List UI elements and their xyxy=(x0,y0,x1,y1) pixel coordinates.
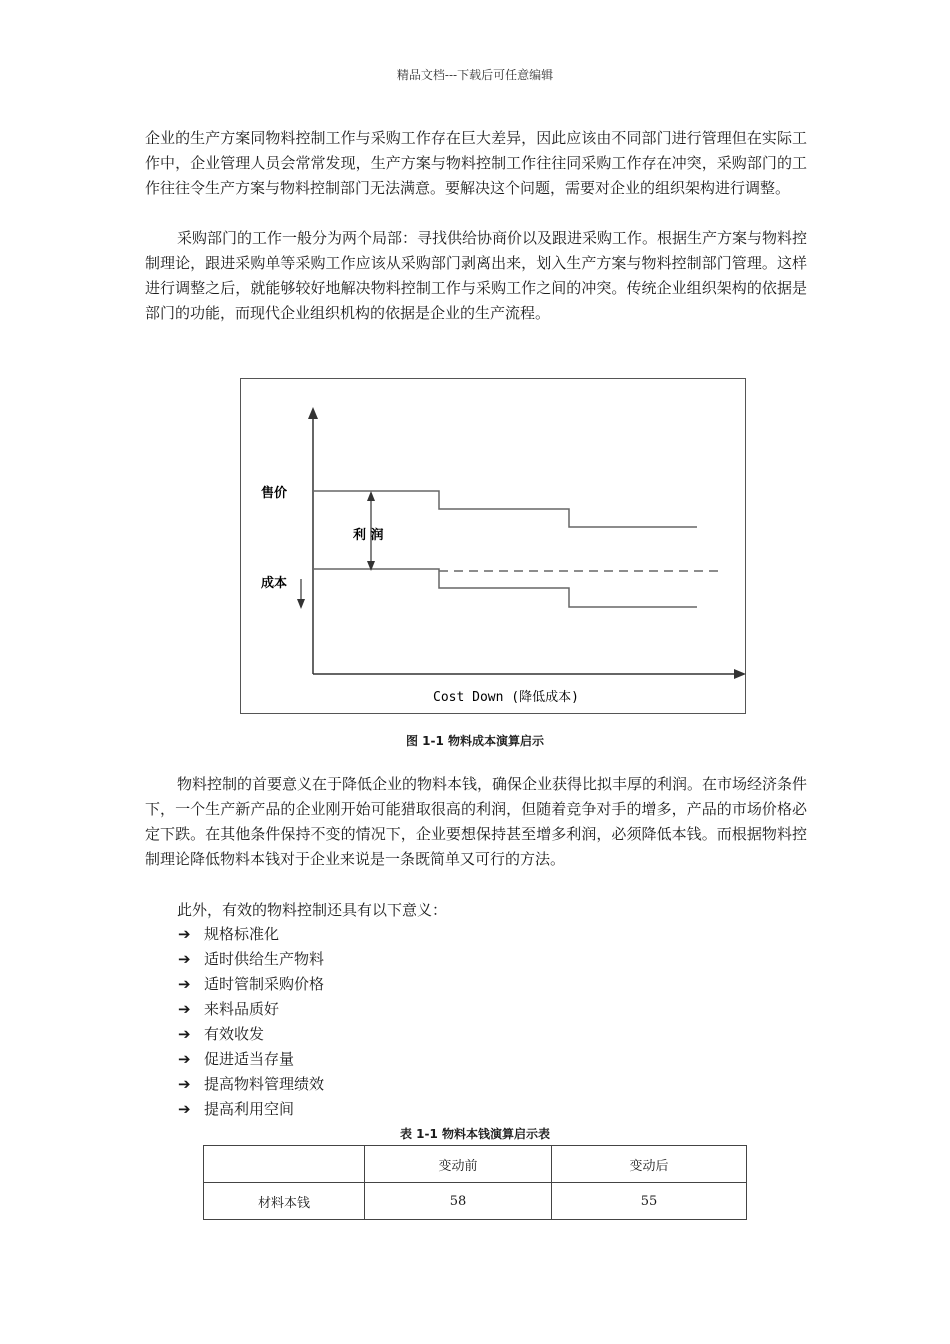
bullet-list xyxy=(178,922,324,1122)
label-cost: 成本 xyxy=(261,576,288,591)
table-header-row xyxy=(204,1146,747,1183)
right-arrow-icon: ➔ xyxy=(178,1025,191,1043)
right-arrow-icon: ➔ xyxy=(178,925,191,943)
table-header-cell xyxy=(204,1146,365,1183)
table-row xyxy=(204,1183,747,1220)
cost-table xyxy=(203,1145,747,1220)
paragraph-2: 采购部门的工作一般分为两个局部：寻找供给协商价以及跟进采购工作。根据生产方案与物料控制理论，跟进采购单等采购工作应该从采购部门剥离出来，划入生产方案与物料控制部门管理。这样进行调整之后，就能够较好地解决物料控制工作与采购工作之间的冲突。传统企业组织架构的依据是部门的功能，而现代企业组织机构的依据是企业的生产流程。 xyxy=(145,229,808,322)
list-item xyxy=(178,1047,324,1072)
paragraph-4: 此外，有效的物料控制还具有以下意义： xyxy=(177,901,448,919)
label-profit: 利 润 xyxy=(353,528,384,543)
list-item-label: 有效收发 xyxy=(204,1025,265,1043)
right-arrow-icon: ➔ xyxy=(178,950,191,968)
list-item-label: 来料品质好 xyxy=(204,1000,280,1018)
cost-line xyxy=(313,569,697,607)
cost-down-arrow-head xyxy=(297,599,305,609)
list-item-label: 促进适当存量 xyxy=(204,1050,295,1068)
paragraph-1: 企业的生产方案同物料控制工作与采购工作存在巨大差异，因此应该由不同部门进行管理但在实际工作中，企业管理人员会常常发现，生产方案与物料控制工作往往同采购工作存在冲突，采购部门的工作往往令生产方案与物料控制部门无法满意。要解决这个问题，需要对企业的组织架构进行调整。 xyxy=(145,129,807,197)
figure-caption: 图 1-1 物料成本演算启示 xyxy=(405,734,545,748)
list-item xyxy=(178,947,324,972)
list-item-label: 适时管制采购价格 xyxy=(204,975,325,993)
label-x-axis: Cost Down (降低成本) xyxy=(433,690,579,705)
page-header: 精品文档---下载后可任意编辑 xyxy=(396,68,554,82)
list-item-label: 规格标准化 xyxy=(204,925,280,943)
figure-diagram xyxy=(241,379,747,715)
list-item-label: 适时供给生产物料 xyxy=(204,950,325,968)
table-title: 表 1-1 物料本钱演算启示表 xyxy=(399,1127,551,1141)
table-header-cell: 变动前 xyxy=(365,1146,552,1183)
right-arrow-icon: ➔ xyxy=(178,1000,191,1018)
figure-cost-down xyxy=(240,378,746,714)
list-item xyxy=(178,1072,324,1097)
table-header-cell: 变动后 xyxy=(552,1146,747,1183)
table-cell: 材料本钱 xyxy=(204,1183,365,1220)
list-item xyxy=(178,922,324,947)
y-axis-arrow xyxy=(308,407,318,419)
x-axis-arrow xyxy=(734,669,746,679)
label-price: 售价 xyxy=(261,486,288,501)
list-item xyxy=(178,972,324,997)
right-arrow-icon: ➔ xyxy=(178,1050,191,1068)
table-cell: 58 xyxy=(365,1183,552,1220)
right-arrow-icon: ➔ xyxy=(178,1100,191,1118)
right-arrow-icon: ➔ xyxy=(178,975,191,993)
list-item xyxy=(178,1022,324,1047)
list-item-label: 提高利用空间 xyxy=(204,1100,295,1118)
profit-arrow-up xyxy=(367,491,375,501)
list-item-label: 提高物料管理绩效 xyxy=(204,1075,325,1093)
right-arrow-icon: ➔ xyxy=(178,1075,191,1093)
table-cell: 55 xyxy=(552,1183,747,1220)
paragraph-3: 物料控制的首要意义在于降低企业的物料本钱，确保企业获得比拟丰厚的利润。在市场经济条件下，一个生产新产品的企业刚开始可能猎取很高的利润，但随着竞争对手的增多，产品的市场价格必定下跌。在其他条件保持不变的情况下，企业要想保持甚至增多利润，必须降低本钱。而根据物料控制理论降低物料本钱对于企业来说是一条既简单又可行的方法。 xyxy=(145,775,808,868)
list-item xyxy=(178,1097,324,1122)
list-item xyxy=(178,997,324,1022)
